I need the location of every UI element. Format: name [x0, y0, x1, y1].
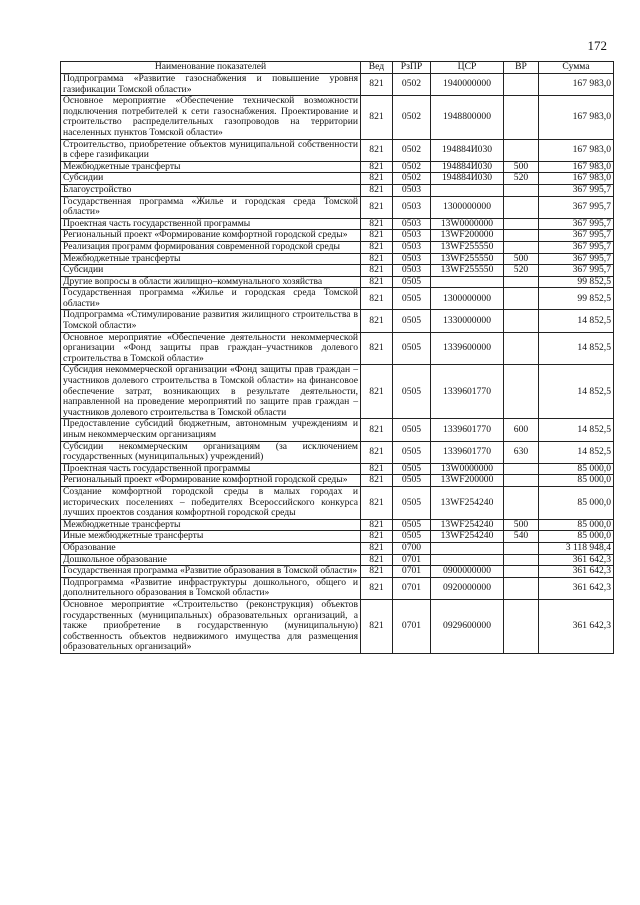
row-rzpr: 0502 [393, 173, 431, 185]
row-ved: 821 [361, 230, 393, 242]
row-rzpr: 0505 [393, 519, 431, 531]
row-csr: 1300000000 [431, 288, 504, 310]
row-sum: 367 995,7 [539, 265, 614, 277]
row-sum: 167 983,0 [539, 74, 614, 96]
row-vr [504, 241, 539, 253]
row-sum: 85 000,0 [539, 475, 614, 487]
row-ved: 821 [361, 276, 393, 288]
row-sum: 361 642,3 [539, 599, 614, 653]
table-row [61, 310, 614, 332]
row-csr: 1339601770 [431, 441, 504, 463]
table-row [61, 265, 614, 277]
row-sum: 167 983,0 [539, 173, 614, 185]
row-name: Региональный проект «Формирование комфортной городской среды» [61, 230, 361, 242]
row-rzpr: 0505 [393, 419, 431, 441]
row-csr [431, 542, 504, 554]
row-vr [504, 310, 539, 332]
row-name: Межбюджетные трансферты [61, 253, 361, 265]
row-ved: 821 [361, 253, 393, 265]
row-sum: 367 995,7 [539, 218, 614, 230]
row-rzpr: 0503 [393, 230, 431, 242]
table-row [61, 96, 614, 139]
row-sum: 361 642,3 [539, 577, 614, 599]
row-ved: 821 [361, 265, 393, 277]
row-vr: 500 [504, 253, 539, 265]
table-row [61, 173, 614, 185]
row-rzpr: 0505 [393, 288, 431, 310]
row-csr: 13WF200000 [431, 230, 504, 242]
row-sum: 3 118 948,4 [539, 542, 614, 554]
table-row [61, 486, 614, 519]
row-vr [504, 288, 539, 310]
header-vr: ВР [504, 62, 539, 74]
row-rzpr: 0701 [393, 599, 431, 653]
row-name: Подпрограмма «Развитие газоснабжения и повышение уровня газификации Томской области» [61, 74, 361, 96]
table-row [61, 196, 614, 218]
row-vr [504, 332, 539, 365]
row-name: Основное мероприятие «Строительство (реконструкция) объектов государственных (муниципальных) образовательных организаций, а также приобретение в государственную (муниципальную) собственность объектов недвижимого имущества для размещения образовательных организаций» [61, 599, 361, 653]
row-sum: 14 852,5 [539, 419, 614, 441]
row-ved: 821 [361, 365, 393, 419]
row-rzpr: 0505 [393, 310, 431, 332]
header-rzpr: РзПР [393, 62, 431, 74]
row-csr: 13W0000000 [431, 218, 504, 230]
row-vr: 500 [504, 519, 539, 531]
row-ved: 821 [361, 486, 393, 519]
row-ved: 821 [361, 184, 393, 196]
row-rzpr: 0502 [393, 96, 431, 139]
header-ved: Вед [361, 62, 393, 74]
row-ved: 821 [361, 542, 393, 554]
row-vr: 630 [504, 441, 539, 463]
row-rzpr: 0700 [393, 542, 431, 554]
table-row [61, 531, 614, 543]
row-vr [504, 139, 539, 161]
table-row [61, 74, 614, 96]
row-vr: 520 [504, 265, 539, 277]
row-csr: 1940000000 [431, 74, 504, 96]
table-row [61, 441, 614, 463]
row-sum: 361 642,3 [539, 554, 614, 566]
row-csr: 13WF255550 [431, 241, 504, 253]
row-sum: 14 852,5 [539, 332, 614, 365]
row-sum: 14 852,5 [539, 310, 614, 332]
table-row [61, 577, 614, 599]
row-sum: 167 983,0 [539, 139, 614, 161]
table-row [61, 519, 614, 531]
row-name: Основное мероприятие «Обеспечение деятельности некоммерческой организации «Фонд защиты прав граждан–участников долевого строительства в Томской области» [61, 332, 361, 365]
row-sum: 14 852,5 [539, 365, 614, 419]
row-vr: 500 [504, 161, 539, 173]
row-name: Государственная программа «Жилье и городская среда Томской области» [61, 196, 361, 218]
row-name: Субсидии [61, 265, 361, 277]
row-vr [504, 475, 539, 487]
row-ved: 821 [361, 161, 393, 173]
table-row [61, 599, 614, 653]
row-name: Иные межбюджетные трансферты [61, 531, 361, 543]
row-rzpr: 0503 [393, 253, 431, 265]
row-sum: 367 995,7 [539, 184, 614, 196]
header-csr: ЦСР [431, 62, 504, 74]
row-name: Предоставление субсидий бюджетным, автономным учреждениям и иным некоммерческим организациям [61, 419, 361, 441]
row-name: Проектная часть государственной программы [61, 463, 361, 475]
row-ved: 821 [361, 441, 393, 463]
header-sum: Сумма [539, 62, 614, 74]
row-csr: 13WF254240 [431, 531, 504, 543]
row-ved: 821 [361, 332, 393, 365]
row-ved: 821 [361, 566, 393, 578]
table-row [61, 184, 614, 196]
row-sum: 167 983,0 [539, 161, 614, 173]
row-ved: 821 [361, 173, 393, 185]
row-sum: 367 995,7 [539, 241, 614, 253]
table-row [61, 288, 614, 310]
row-rzpr: 0505 [393, 441, 431, 463]
row-rzpr: 0503 [393, 196, 431, 218]
table-row [61, 365, 614, 419]
row-sum: 361 642,3 [539, 566, 614, 578]
row-rzpr: 0503 [393, 265, 431, 277]
row-csr: 1330000000 [431, 310, 504, 332]
row-rzpr: 0503 [393, 241, 431, 253]
row-ved: 821 [361, 218, 393, 230]
row-sum: 367 995,7 [539, 253, 614, 265]
row-name: Строительство, приобретение объектов муниципальной собственности в сфере газификации [61, 139, 361, 161]
row-name: Региональный проект «Формирование комфортной городской среды» [61, 475, 361, 487]
table-row [61, 332, 614, 365]
row-rzpr: 0701 [393, 554, 431, 566]
row-csr: 0929600000 [431, 599, 504, 653]
row-name: Государственная программа «Жилье и городская среда Томской области» [61, 288, 361, 310]
row-vr: 540 [504, 531, 539, 543]
row-name: Другие вопросы в области жилищно–коммунального хозяйства [61, 276, 361, 288]
row-csr [431, 276, 504, 288]
row-vr [504, 554, 539, 566]
row-ved: 821 [361, 463, 393, 475]
row-vr [504, 577, 539, 599]
row-rzpr: 0505 [393, 463, 431, 475]
row-csr: 13WF255550 [431, 265, 504, 277]
row-csr: 194884И030 [431, 173, 504, 185]
row-rzpr: 0505 [393, 486, 431, 519]
row-sum: 85 000,0 [539, 531, 614, 543]
row-csr: 0900000000 [431, 566, 504, 578]
row-csr: 0920000000 [431, 577, 504, 599]
row-rzpr: 0701 [393, 577, 431, 599]
row-vr [504, 74, 539, 96]
row-vr [504, 184, 539, 196]
row-ved: 821 [361, 310, 393, 332]
table-row [61, 139, 614, 161]
header-name: Наименование показателей [61, 62, 361, 74]
row-csr: 13WF254240 [431, 519, 504, 531]
row-rzpr: 0503 [393, 184, 431, 196]
row-ved: 821 [361, 139, 393, 161]
row-ved: 821 [361, 96, 393, 139]
row-vr [504, 566, 539, 578]
page-number: 172 [587, 38, 607, 53]
row-name: Образование [61, 542, 361, 554]
row-name: Основное мероприятие «Обеспечение технической возможности подключения потребителей к сети газоснабжения. Проектирование и строительство распределительных газопроводов на территории населенных пунктов Томской области» [61, 96, 361, 139]
table-row [61, 276, 614, 288]
row-name: Проектная часть государственной программы [61, 218, 361, 230]
row-ved: 821 [361, 196, 393, 218]
row-name: Реализация программ формирования современной городской среды [61, 241, 361, 253]
table-row [61, 566, 614, 578]
row-ved: 821 [361, 288, 393, 310]
row-rzpr: 0505 [393, 475, 431, 487]
row-csr: 13WF255550 [431, 253, 504, 265]
row-ved: 821 [361, 74, 393, 96]
row-csr: 1339601770 [431, 419, 504, 441]
table-row [61, 554, 614, 566]
row-vr [504, 96, 539, 139]
budget-table [60, 61, 614, 654]
row-vr [504, 486, 539, 519]
row-name: Субсидии некоммерческим организациям (за исключением государственных (муниципальных) учреждений) [61, 441, 361, 463]
table-row [61, 161, 614, 173]
row-csr: 1339601770 [431, 365, 504, 419]
table-row [61, 475, 614, 487]
row-vr: 520 [504, 173, 539, 185]
row-sum: 85 000,0 [539, 519, 614, 531]
row-vr [504, 196, 539, 218]
row-csr: 194884И030 [431, 139, 504, 161]
row-name: Межбюджетные трансферты [61, 519, 361, 531]
table-header-row [61, 62, 614, 74]
row-csr: 194884И030 [431, 161, 504, 173]
row-name: Государственная программа «Развитие образования в Томской области» [61, 566, 361, 578]
row-vr [504, 218, 539, 230]
row-csr: 13W0000000 [431, 463, 504, 475]
row-sum: 367 995,7 [539, 230, 614, 242]
row-name: Подпрограмма «Стимулирование развития жилищного строительства в Томской области» [61, 310, 361, 332]
row-rzpr: 0505 [393, 365, 431, 419]
row-sum: 167 983,0 [539, 96, 614, 139]
row-sum: 99 852,5 [539, 276, 614, 288]
row-rzpr: 0502 [393, 74, 431, 96]
row-name: Дошкольное образование [61, 554, 361, 566]
row-vr [504, 542, 539, 554]
row-ved: 821 [361, 519, 393, 531]
row-rzpr: 0505 [393, 276, 431, 288]
row-rzpr: 0502 [393, 139, 431, 161]
table-body [61, 74, 614, 654]
row-csr [431, 554, 504, 566]
row-vr [504, 276, 539, 288]
row-vr: 600 [504, 419, 539, 441]
row-vr [504, 599, 539, 653]
row-name: Подпрограмма «Развитие инфраструктуры дошкольного, общего и дополнительного образования в Томской области» [61, 577, 361, 599]
row-name: Субсидия некоммерческой организации «Фонд защиты прав граждан – участников долевого строительства в Томской области» на финансовое обеспечение затрат, возникающих в результате деятельности, направленной на проведение мероприятий по защите прав граждан – участников долевого строительства в Томской области [61, 365, 361, 419]
row-rzpr: 0505 [393, 332, 431, 365]
row-name: Субсидии [61, 173, 361, 185]
table-row [61, 542, 614, 554]
row-name: Межбюджетные трансферты [61, 161, 361, 173]
row-csr: 1300000000 [431, 196, 504, 218]
row-vr [504, 365, 539, 419]
row-ved: 821 [361, 554, 393, 566]
row-rzpr: 0502 [393, 161, 431, 173]
row-csr [431, 184, 504, 196]
table-row [61, 241, 614, 253]
row-csr: 13WF254240 [431, 486, 504, 519]
row-csr: 13WF200000 [431, 475, 504, 487]
row-sum: 99 852,5 [539, 288, 614, 310]
row-ved: 821 [361, 531, 393, 543]
row-csr: 1339600000 [431, 332, 504, 365]
table-row [61, 218, 614, 230]
row-ved: 821 [361, 419, 393, 441]
row-name: Создание комфортной городской среды в малых городах и исторических поселениях – победителях Всероссийского конкурса лучших проектов создания комфортной городской среды [61, 486, 361, 519]
row-ved: 821 [361, 599, 393, 653]
row-ved: 821 [361, 241, 393, 253]
row-rzpr: 0505 [393, 531, 431, 543]
row-sum: 85 000,0 [539, 463, 614, 475]
row-ved: 821 [361, 577, 393, 599]
table-row [61, 463, 614, 475]
row-vr [504, 230, 539, 242]
row-rzpr: 0701 [393, 566, 431, 578]
row-csr: 1948800000 [431, 96, 504, 139]
table-row [61, 419, 614, 441]
row-vr [504, 463, 539, 475]
table-row [61, 253, 614, 265]
table-row [61, 230, 614, 242]
row-sum: 367 995,7 [539, 196, 614, 218]
row-name: Благоустройство [61, 184, 361, 196]
row-rzpr: 0503 [393, 218, 431, 230]
row-sum: 85 000,0 [539, 486, 614, 519]
row-ved: 821 [361, 475, 393, 487]
row-sum: 14 852,5 [539, 441, 614, 463]
